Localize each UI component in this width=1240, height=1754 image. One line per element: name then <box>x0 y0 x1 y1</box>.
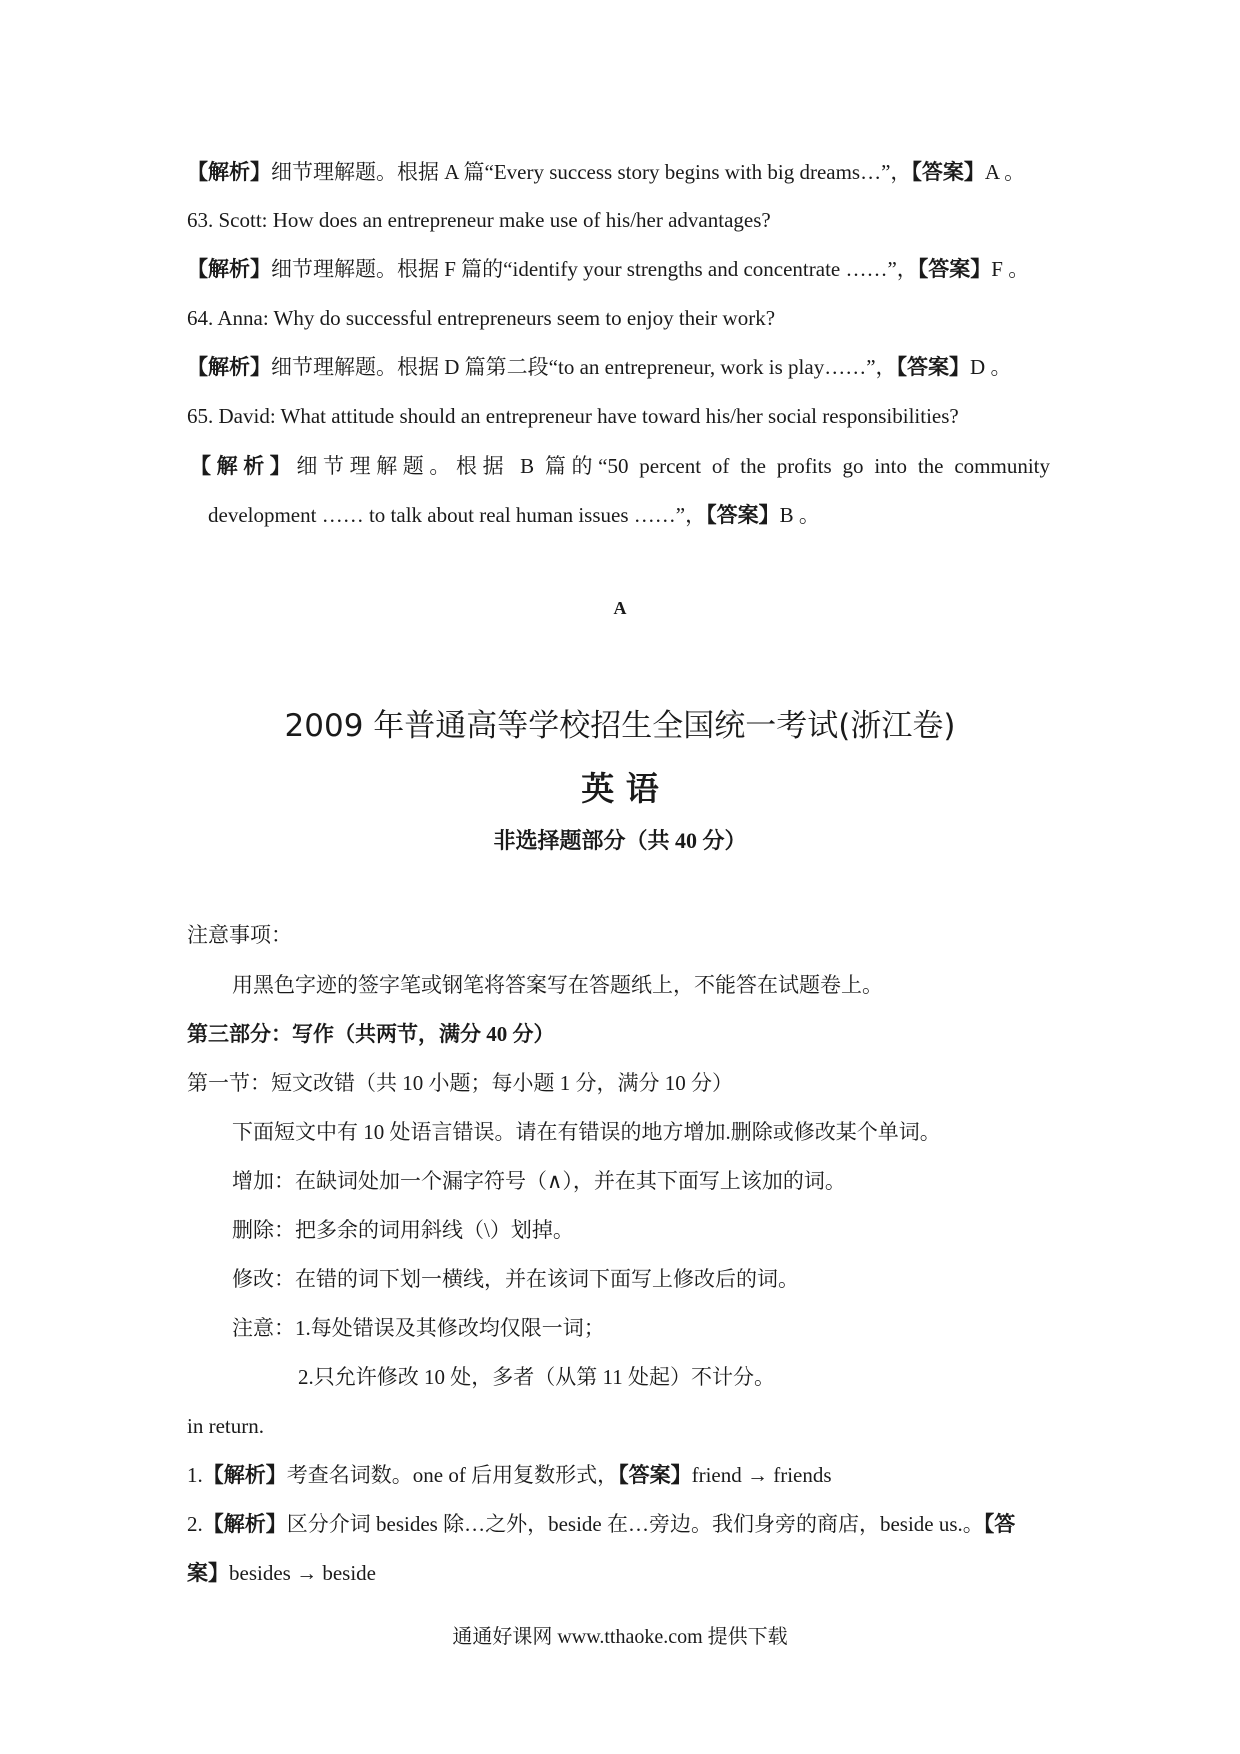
page-footer: 通通好课网 www.tthaoke.com 提供下载 <box>452 1626 788 1648</box>
part3-add-rule: 增加：在缺词处加一个漏字符号（∧），并在其下面写上该加的词。 <box>232 1169 846 1193</box>
exam-subject: 英 语 <box>581 769 659 808</box>
correction-2 <box>187 1509 1015 1539</box>
q62-explain: 细节理解题。根据 A 篇“Every success story begins with big dreams…”， <box>271 160 912 184</box>
correction-2-explain: 区分介词 besides 除…之外，beside 在…旁边。我们身旁的商店，beside us.。 <box>286 1512 984 1536</box>
correction-2-answer: besides → beside <box>229 1561 376 1585</box>
correction-2-number: 2. <box>187 1512 203 1536</box>
analysis-tag: 【解析】 <box>187 160 271 184</box>
q64-explain: 细节理解题。根据 D 篇第二段“to an entrepreneur, work is play……”， <box>271 355 897 379</box>
analysis-tag: 【解析】 <box>187 257 271 281</box>
q63-analysis <box>187 254 1029 284</box>
q62-answer: A 。 <box>984 160 1026 184</box>
in-return-text: in return. <box>187 1414 264 1438</box>
q65-explain-cont: development …… to talk about real human issues ……”， <box>208 503 707 527</box>
answer-tag: 【答案】 <box>896 355 971 379</box>
part3-intro: 下面短文中有 10 处语言错误。请在有错误的地方增加.删除或修改某个单词。 <box>232 1120 941 1144</box>
exam-title: 2009 年普通高等学校招生全国统一考试(浙江卷) <box>284 708 956 744</box>
part3-modify-rule: 修改：在错的词下划一横线，并在该词下面写上修改后的词。 <box>232 1267 799 1291</box>
notice-heading: 注意事项： <box>187 923 292 947</box>
q62-analysis <box>187 157 1025 187</box>
q65-analysis-cont <box>208 500 820 530</box>
answer-tag: 【答案】 <box>917 257 992 281</box>
answer-tag: 【答案】 <box>706 503 780 527</box>
correction-2-cont <box>187 1558 376 1588</box>
analysis-tag: 【解析】 <box>190 454 297 478</box>
part3-section1: 第一节：短文改错（共 10 小题；每小题 1 分，满分 10 分） <box>187 1071 733 1095</box>
q63-explain: 细节理解题。根据 F 篇的“identify your strengths and concentrate ……”， <box>271 257 918 281</box>
q65-analysis <box>190 451 1050 481</box>
q64-question: 64. Anna: Why do successful entrepreneurs seem to enjoy their work? <box>187 306 776 330</box>
analysis-tag: 【解析】 <box>187 355 271 379</box>
answer-tag-part2: 案】 <box>187 1561 229 1585</box>
part3-note1: 注意：1.每处错误及其修改均仅限一词； <box>232 1316 605 1340</box>
part3-heading: 第三部分：写作（共两节，满分 40 分） <box>187 1022 555 1046</box>
part3-note2: 2.只允许修改 10 处，多者（从第 11 处起）不计分。 <box>298 1365 775 1389</box>
q63-answer: F 。 <box>991 257 1030 281</box>
correction-1-answer: friend → friends <box>691 1463 832 1487</box>
answer-tag: 【答案】 <box>911 160 985 184</box>
q64-answer: D 。 <box>970 355 1012 379</box>
q63-question: 63. Scott: How does an entrepreneur make use of his/her advantages? <box>187 208 771 232</box>
q65-answer: B 。 <box>779 503 820 527</box>
correction-1-number: 1. <box>187 1463 203 1487</box>
correction-1-explain: 考查名词数。one of 后用复数形式， <box>286 1463 619 1487</box>
q65-explain: 细节理解题。根据 B 篇的“50 percent of the profits go into the community <box>296 454 1051 478</box>
analysis-tag: 【解析】 <box>202 1463 287 1487</box>
correction-1 <box>187 1460 832 1490</box>
section-marker: A <box>613 598 627 618</box>
exam-subtitle: 非选择题部分（共 40 分） <box>493 828 747 853</box>
part3-delete-rule: 删除：把多余的词用斜线（\）划掉。 <box>232 1218 574 1242</box>
notice-text: 用黑色字迹的签字笔或钢笔将答案写在答题纸上，不能答在试题卷上。 <box>232 973 883 997</box>
analysis-tag: 【解析】 <box>202 1512 287 1536</box>
q64-analysis <box>187 352 1011 382</box>
q65-question: 65. David: What attitude should an entrepreneur have toward his/her social responsibilities? <box>187 404 959 428</box>
answer-tag-part1: 【答 <box>983 1512 1016 1536</box>
answer-tag: 【答案】 <box>618 1463 692 1487</box>
